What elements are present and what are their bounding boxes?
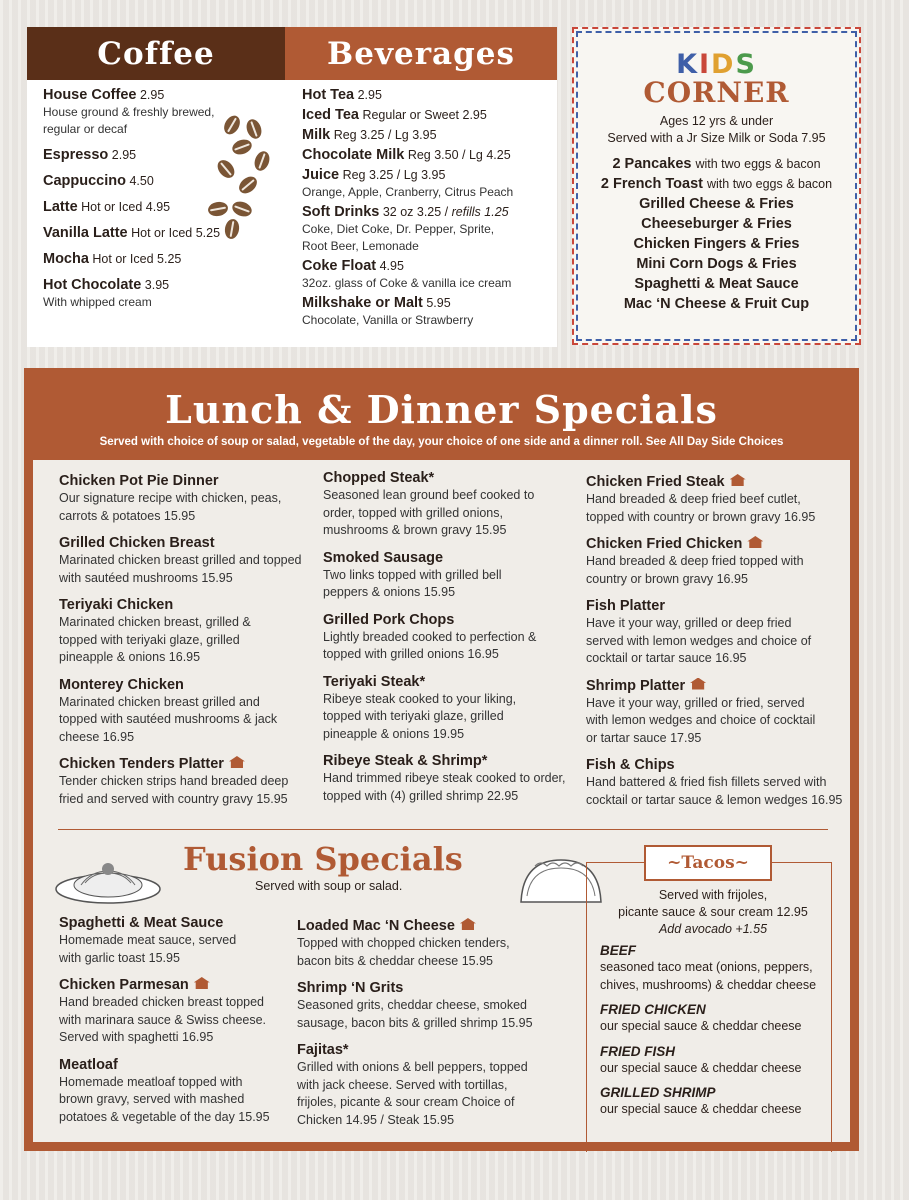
menu-item: Chocolate Milk Reg 3.50 / Lg 4.25 xyxy=(302,147,511,163)
menu-item: Teriyaki Steak* Ribeye steak cooked to your liking, topped with teriyaki glaze, grilled pineapple & onions 19.95 xyxy=(323,673,517,741)
menu-item: Ribeye Steak & Shrimp* Hand trimmed ribeye steak cooked to order, topped with (4) grilled shrimp 22.95 xyxy=(323,753,566,803)
beverages-header: Beverages xyxy=(285,27,557,80)
menu-item: Chicken Parmesan Hand breaded chicken breast topped with marinara sauce & Swiss cheese. Served with spaghetti 16.95 xyxy=(59,977,267,1044)
menu-item: Meatloaf Homemade meatloaf topped with brown gravy, served with mashed potatoes & vegetable of the day 15.95 xyxy=(59,1056,270,1124)
menu-item: Teriyaki Chicken Marinated chicken breast, grilled & topped with teriyaki glaze, grilled pineapple & onions 16.95 xyxy=(59,597,251,664)
menu-item: Chicken Fried Chicken Hand breaded & deep fried topped with country or brown gravy 16.95 xyxy=(586,536,804,586)
lunch-column-1 xyxy=(59,472,309,817)
kids-corner-title: KIDS CORNER xyxy=(574,49,859,109)
tacos-list xyxy=(600,942,840,1126)
menu-item: Cappuccino 4.50 xyxy=(43,173,154,189)
fusion-title: Fusion Specials xyxy=(183,840,463,878)
lunch-subtitle: Served with choice of soup or salad, vegetable of the day, your choice of one side and a dinner roll. See All Day Side Choices xyxy=(99,436,784,448)
menu-item: Chicken Tenders Platter Tender chicken strips hand breaded deep fried and served with country gravy 15.95 xyxy=(59,756,289,806)
menu-item: Iced Tea Regular or Sweet 2.95 xyxy=(302,107,487,123)
menu-item: Hot Chocolate 3.95 With whipped cream xyxy=(43,277,170,309)
lunch-title: Lunch & Dinner Specials xyxy=(165,387,718,432)
menu-item: Chicken Pot Pie Dinner Our signature recipe with chicken, peas, carrots & potatoes 15.95 xyxy=(59,473,282,523)
menu-item: Mocha Hot or Iced 5.25 xyxy=(43,251,182,267)
menu-item: House Coffee 2.95 House ground & freshly brewed, regular or decaf xyxy=(43,87,215,136)
lunch-column-3 xyxy=(586,473,851,818)
menu-item: Cheeseburger & Fries xyxy=(641,216,792,232)
tacos-title: ~Tacos~ xyxy=(644,845,772,881)
menu-item: Monterey Chicken Marinated chicken breast grilled and topped with sautéed mushrooms & jack cheese 16.95 xyxy=(59,676,278,744)
menu-item: Chicken Fingers & Fries xyxy=(633,236,800,252)
menu-item: Smoked Sausage Two links topped with grilled bell peppers & onions 15.95 xyxy=(323,549,502,599)
kids-title-line1: KIDS xyxy=(676,49,757,80)
menu-item: Fish Platter Have it your way, grilled or deep fried served with lemon wedges and choice of cocktail or tartar sauce 16.95 xyxy=(586,598,812,665)
menu-item: Loaded Mac ‘N Cheese Topped with chopped chicken tenders, bacon bits & cheddar cheese 15.95 xyxy=(297,918,510,968)
menu-item: Milk Reg 3.25 / Lg 3.95 xyxy=(302,127,437,143)
tacos-info: Served with frijoles, picante sauce & sour cream 12.95 Add avocado +1.55 xyxy=(618,888,808,936)
menu-item: Coke Float 4.95 32oz. glass of Coke & vanilla ice cream xyxy=(302,258,512,290)
house-favorite-icon xyxy=(690,678,706,690)
menu-item: 2 French Toast with two eggs & bacon xyxy=(600,176,833,192)
menu-item: Spaghetti & Meat Sauce xyxy=(634,276,799,292)
menu-item: BEEF seasoned taco meat (onions, peppers, chives, mushrooms) & cheddar cheese xyxy=(600,943,817,992)
lunch-dinner-panel xyxy=(24,368,859,1151)
fusion-subtitle: Served with soup or salad. xyxy=(255,879,403,893)
menu-item: Espresso 2.95 xyxy=(43,147,137,163)
beverages-list xyxy=(302,87,552,329)
kids-corner-panel: KIDS CORNER Ages 12 yrs & under Served with a Jr Size Milk or Soda 7.95 2 Pancakes with two eggs & bacon 2 French Toast with two eggs & bacon Grilled Cheese & Fries Cheeseburger & Fries Chicken Fingers & Fries Mini Corn Dogs & Fries Spaghetti & Meat Sauce Mac ‘N Cheese & Fruit Cup xyxy=(572,27,861,345)
menu-item: Soft Drinks 32 oz 3.25 / refills 1.25 Coke, Diet Coke, Dr. Pepper, Sprite, Root Beer, Lemonade xyxy=(302,204,509,253)
menu-item: Hot Tea 2.95 xyxy=(302,87,382,103)
menu-item: Chopped Steak* Seasoned lean ground beef cooked to order, topped with grilled onions, mushrooms & brown gravy 15.95 xyxy=(323,470,535,537)
fusion-column-2 xyxy=(297,917,567,1138)
menu-item: Shrimp ‘N Grits Seasoned grits, cheddar cheese, smoked sausage, bacon bits & grilled shrimp 15.95 xyxy=(297,980,533,1030)
menu-item: Latte Hot or Iced 4.95 xyxy=(43,199,171,215)
menu-item: GRILLED SHRIMP our special sauce & cheddar cheese xyxy=(600,1085,802,1116)
menu-item: 2 Pancakes with two eggs & bacon xyxy=(612,156,821,172)
menu-item: FRIED FISH our special sauce & cheddar cheese xyxy=(600,1043,802,1075)
menu-item: Fish & Chips Hand battered & fried fish fillets served with cocktail or tartar sauce & lemon wedges 16.95 xyxy=(586,757,843,807)
house-favorite-icon xyxy=(460,918,476,930)
menu-item: Juice Reg 3.25 / Lg 3.95 Orange, Apple, Cranberry, Citrus Peach xyxy=(302,167,514,199)
menu-item: Grilled Pork Chops Lightly breaded cooked to perfection & topped with grilled onions 16.95 xyxy=(323,611,537,661)
kids-menu-list xyxy=(574,154,859,314)
menu-item: FRIED CHICKEN our special sauce & cheddar cheese xyxy=(600,1002,802,1033)
menu-item: Mac ‘N Cheese & Fruit Cup xyxy=(623,296,810,312)
menu-item: Grilled Chicken Breast Marinated chicken breast grilled and topped with sautéed mushrooms 15.95 xyxy=(59,535,302,585)
house-favorite-icon xyxy=(194,977,210,989)
coffee-header: Coffee xyxy=(27,27,285,80)
section-divider xyxy=(58,829,828,830)
lunch-column-2 xyxy=(323,469,573,814)
spaghetti-plate-icon xyxy=(53,847,163,907)
menu-item: Fajitas* Grilled with onions & bell peppers, topped with jack cheese. Served with tortillas, frijoles, picante & sour cream Choice of Chicken 14.95 / Steak 15.95 xyxy=(297,1042,528,1127)
drinks-panel xyxy=(27,27,557,347)
fusion-column-1 xyxy=(59,914,289,1135)
house-favorite-icon xyxy=(730,474,746,486)
menu-item: Milkshake or Malt 5.95 Chocolate, Vanilla or Strawberry xyxy=(302,295,474,327)
menu-item: Grilled Cheese & Fries xyxy=(639,196,794,212)
menu-item: Spaghetti & Meat Sauce Homemade meat sauce, served with garlic toast 15.95 xyxy=(59,915,237,965)
house-favorite-icon xyxy=(229,756,245,768)
menu-item: Vanilla Latte Hot or Iced 5.25 xyxy=(43,225,221,241)
menu-item: Mini Corn Dogs & Fries xyxy=(636,256,797,272)
menu-item: Chicken Fried Steak Hand breaded & deep fried beef cutlet, topped with country or brown gravy 16.95 xyxy=(586,474,816,524)
coffee-beans-icon xyxy=(205,115,275,245)
menu-item: Shrimp Platter Have it your way, grilled or fried, served with lemon wedges and choice of cocktail or tartar sauce 17.95 xyxy=(586,677,816,745)
house-favorite-icon xyxy=(747,536,763,548)
lunch-header xyxy=(33,377,850,460)
